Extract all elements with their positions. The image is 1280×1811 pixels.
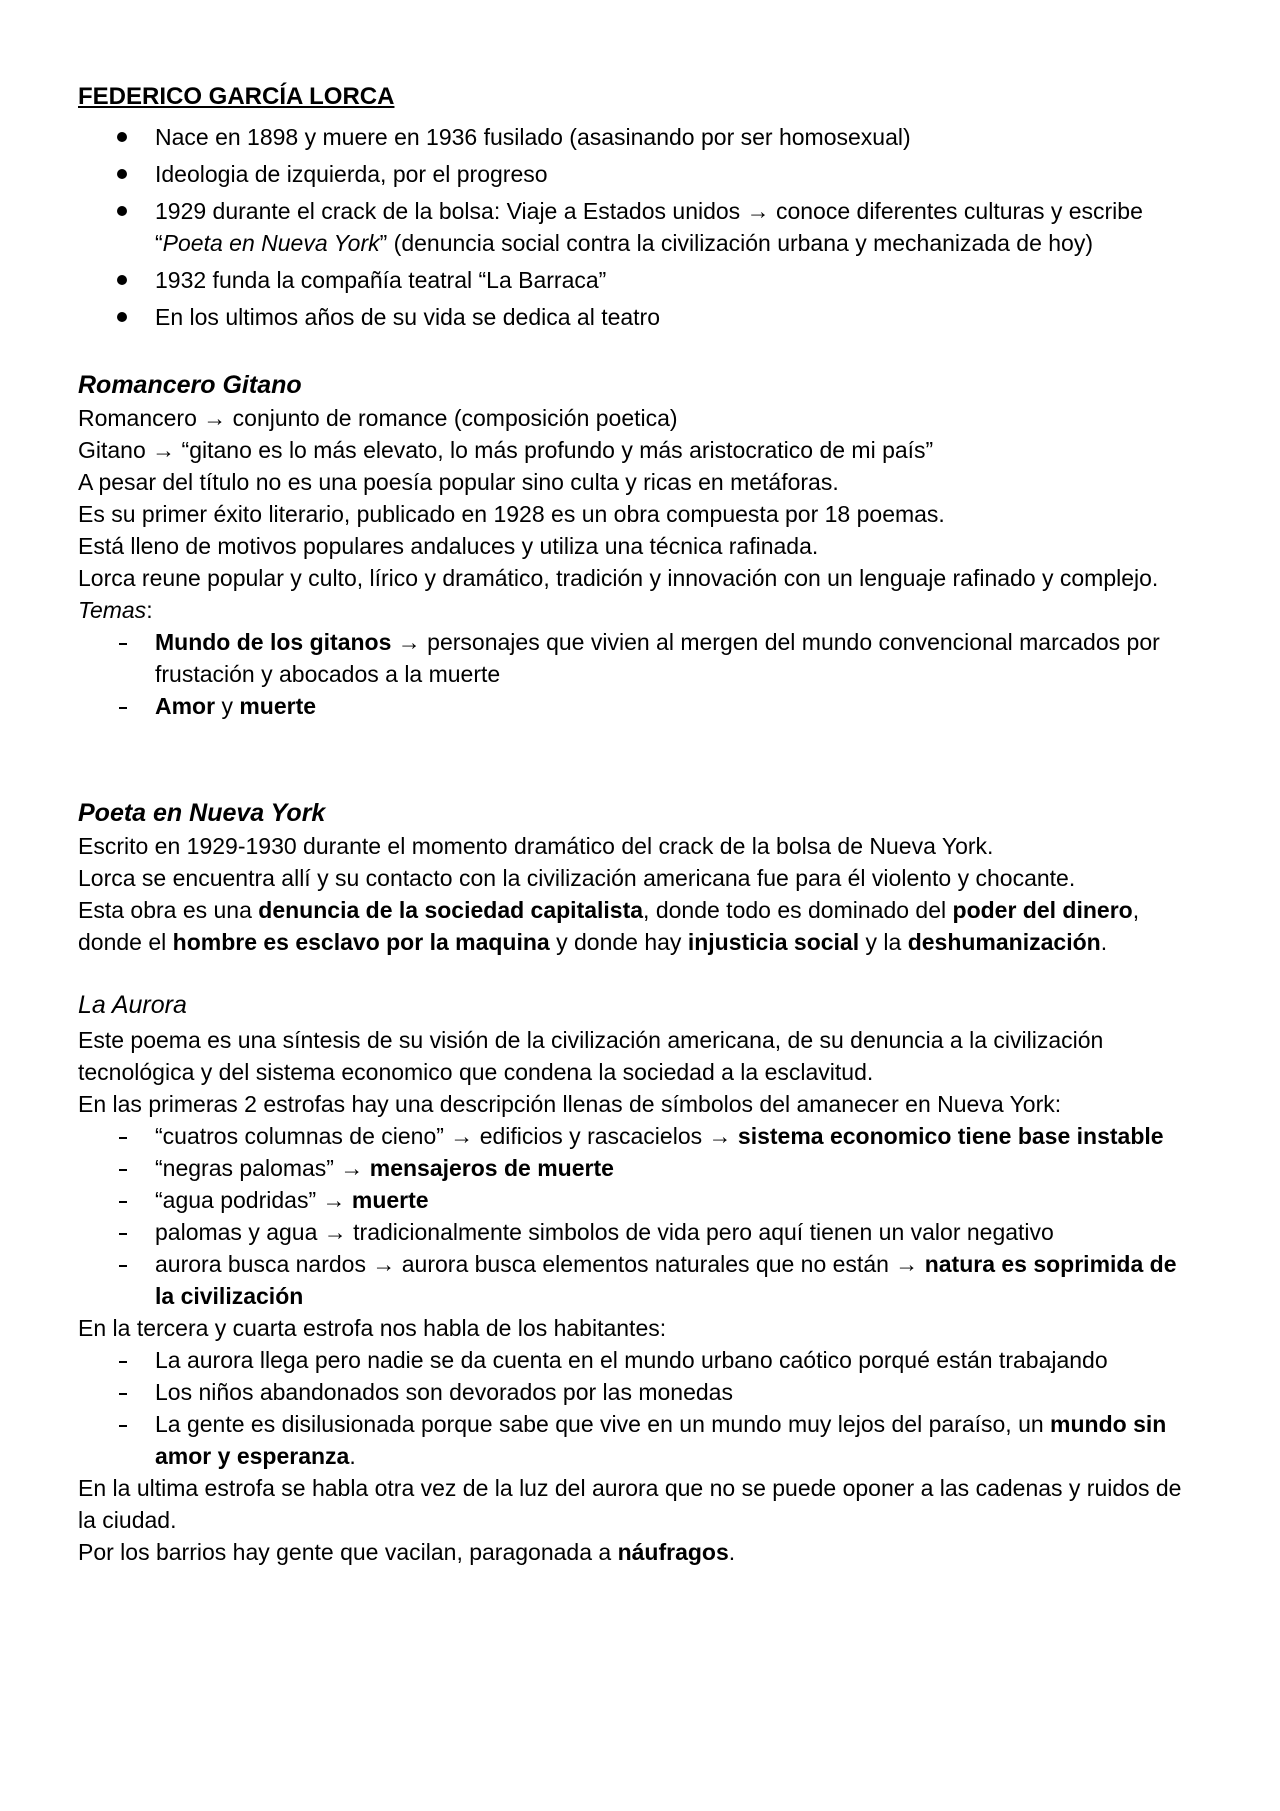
list-item-text: aurora busca nardos → aurora busca elementos naturales que no están → <box>155 1251 925 1277</box>
list-item-line <box>155 1408 1280 1440</box>
list-item-text: “cuatros columnas de cieno” → edificios y rascacielos → <box>155 1123 738 1149</box>
work-title-italic: Poeta en Nueva York <box>162 230 380 256</box>
list-item <box>78 121 1280 153</box>
list-item-text: En los ultimos años de su vida se dedica al teatro <box>155 304 661 330</box>
paragraph-text: , donde todo es dominado del <box>643 897 953 923</box>
dash-icon <box>119 1169 127 1171</box>
bold-text: amor y esperanza <box>155 1443 350 1469</box>
paragraph-line <box>78 862 1280 894</box>
list-item-line <box>155 1248 1280 1280</box>
list-item <box>78 1184 1280 1216</box>
list-item-line <box>155 1216 1280 1248</box>
habitantes-list <box>78 1344 1280 1472</box>
list-item-line <box>155 1120 1280 1152</box>
bold-text: muerte <box>239 693 317 719</box>
list-item-text: ” (denuncia social contra la civilización urbana y mechanizada de hoy) <box>379 230 1094 256</box>
list-item-text: Ideologia de izquierda, por el progreso <box>155 161 548 187</box>
bold-text: la civilización <box>155 1283 304 1309</box>
list-item-line <box>155 1376 1280 1408</box>
list-item-line <box>155 158 1280 190</box>
list-item-text: “ <box>155 230 163 256</box>
paragraph-line: Está lleno de motivos populares andaluces y utiliza una técnica rafinada. <box>78 533 819 559</box>
list-item-line <box>155 1152 1280 1184</box>
list-item <box>78 1344 1280 1376</box>
paragraph-line: Lorca reune popular y culto, lírico y dramático, tradición y innovación con un lenguaje rafinado y complejo. <box>78 565 1159 591</box>
paragraph-text: la ciudad. <box>78 1507 177 1533</box>
paragraph-text: Lorca se encuentra allí y su contacto con la civilización americana fue para él violento y chocante. <box>78 865 1076 891</box>
list-item-line <box>155 264 1280 296</box>
dash-icon <box>119 1265 127 1267</box>
paragraph-line: Romancero → conjunto de romance (composición poetica) <box>78 405 678 431</box>
list-item-text: “agua podridas” → <box>155 1187 352 1213</box>
bullet-icon <box>117 169 127 179</box>
list-item-text: Nace en 1898 y muere en 1936 fusilado (asasinando por ser homosexual) <box>155 124 911 150</box>
list-item <box>78 264 1280 296</box>
list-item <box>78 1408 1280 1472</box>
temas-label-colon: : <box>146 597 153 623</box>
section-heading-aurora: La Aurora <box>78 991 187 1019</box>
list-item <box>78 1120 1280 1152</box>
list-item <box>78 158 1280 190</box>
list-item-line <box>155 195 1280 227</box>
romancero-body <box>78 402 1280 722</box>
paragraph-line <box>78 1504 1280 1536</box>
page-title: FEDERICO GARCÍA LORCA <box>78 83 395 110</box>
bold-text: natura es soprimida de <box>924 1251 1177 1277</box>
section-heading-poeta: Poeta en Nueva York <box>78 799 326 827</box>
paragraph-text: Esta obra es una <box>78 897 259 923</box>
paragraph-text: Escrito en 1929-1930 durante el momento dramático del crack de la bolsa de Nueva York. <box>78 833 994 859</box>
paragraph-line <box>78 830 1280 862</box>
dash-icon <box>119 707 127 709</box>
bold-text: náufragos <box>617 1539 729 1565</box>
paragraph-line <box>78 926 1280 958</box>
dash-icon <box>119 1201 127 1203</box>
temas-list <box>78 626 1280 722</box>
bullet-icon <box>117 132 127 142</box>
paragraph-line <box>78 1536 1280 1568</box>
list-item-line <box>155 227 1280 259</box>
list-item-text: 1929 durante el crack de la bolsa: Viaje a Estados unidos → conoce diferentes culturas y escribe <box>155 198 1143 224</box>
dash-icon <box>119 1137 127 1139</box>
bold-text: injusticia social <box>687 929 860 955</box>
paragraph-text: . <box>1100 929 1108 955</box>
paragraph-line: Gitano → “gitano es lo más elevato, lo más profundo y más aristocratico de mi país” <box>78 437 934 463</box>
paragraph-line: Es su primer éxito literario, publicado en 1928 es un obra compuesta por 18 poemas. <box>78 501 945 527</box>
symbols-list <box>78 1120 1280 1312</box>
bold-text: mundo sin <box>1050 1411 1167 1437</box>
list-item-text: frustación y abocados a la muerte <box>155 661 501 687</box>
paragraph-text: y la <box>859 929 908 955</box>
paragraph-line: En la tercera y cuarta estrofa nos habla de los habitantes: <box>78 1315 667 1341</box>
bold-text: sistema economico tiene base instable <box>737 1123 1164 1149</box>
dash-icon <box>119 643 127 645</box>
bullet-icon <box>117 206 127 216</box>
bold-text: Mundo de los gitanos <box>155 629 392 655</box>
paragraph-line <box>78 1472 1280 1504</box>
list-item-text: La aurora llega pero nadie se da cuenta en el mundo urbano caótico porqué están trabajando <box>155 1347 1108 1373</box>
list-item-line <box>155 1440 1280 1472</box>
paragraph-text: . <box>728 1539 736 1565</box>
list-item-text: → personajes que vivien al mergen del mundo convencional marcados por <box>391 629 1160 655</box>
temas-label-text: Temas <box>78 597 147 623</box>
list-item-line <box>155 1280 1280 1312</box>
list-item-text: palomas y agua → tradicionalmente simbolos de vida pero aquí tienen un valor negativo <box>155 1219 1054 1245</box>
paragraph-text: donde el <box>78 929 173 955</box>
list-item-line <box>155 658 1280 690</box>
paragraph-text: Por los barrios hay gente que vacilan, paragonada a <box>78 1539 618 1565</box>
paragraph-line: tecnológica y del sistema economico que condena la sociedad a la esclavitud. <box>78 1059 874 1085</box>
paragraph-line <box>78 894 1280 926</box>
paragraph-text: En la ultima estrofa se habla otra vez de la luz del aurora que no se puede oponer a las cadenas y ruidos de <box>78 1475 1182 1501</box>
paragraph-text: , <box>1132 897 1140 923</box>
list-item-line <box>155 301 1280 333</box>
list-item <box>78 301 1280 333</box>
dash-icon <box>119 1361 127 1363</box>
dash-icon <box>119 1425 127 1427</box>
bold-text: muerte <box>351 1187 429 1213</box>
poeta-body <box>78 830 1280 958</box>
list-item <box>78 1248 1280 1312</box>
list-item <box>78 195 1280 259</box>
bold-text: Amor <box>155 693 216 719</box>
paragraph-line: A pesar del título no es una poesía popular sino culta y ricas en metáforas. <box>78 469 839 495</box>
list-item-line <box>155 121 1280 153</box>
list-item-text: “negras palomas” → <box>155 1155 370 1181</box>
list-item-line <box>155 1344 1280 1376</box>
list-item <box>78 1216 1280 1248</box>
list-item-text: . <box>349 1443 356 1469</box>
bold-text: mensajeros de muerte <box>369 1155 614 1181</box>
list-item <box>78 690 1280 722</box>
list-item-text: Los niños abandonados son devorados por las monedas <box>155 1379 733 1405</box>
biography-list <box>78 121 1280 333</box>
dash-icon <box>119 1233 127 1235</box>
list-item-text: La gente es disilusionada porque sabe que vive en un mundo muy lejos del paraíso, un <box>155 1411 1051 1437</box>
list-item <box>78 1376 1280 1408</box>
list-item-text: 1932 funda la compañía teatral “La Barraca” <box>155 267 607 293</box>
paragraph-line: En las primeras 2 estrofas hay una descripción llenas de símbolos del amanecer en Nueva York: <box>78 1091 1062 1117</box>
temas-label <box>78 594 1280 626</box>
bold-text: hombre es esclavo por la maquina <box>172 929 550 955</box>
aurora-body <box>78 1024 1280 1568</box>
dash-icon <box>119 1393 127 1395</box>
list-item <box>78 1152 1280 1184</box>
list-item-line <box>155 626 1280 658</box>
bold-text: poder del dinero <box>952 897 1133 923</box>
bullet-icon <box>117 312 127 322</box>
paragraph-line: Este poema es una síntesis de su visión de la civilización americana, de su denuncia a la civilización <box>78 1027 1104 1053</box>
list-item-line <box>155 690 1280 722</box>
list-item-line <box>155 1184 1280 1216</box>
bullet-icon <box>117 275 127 285</box>
bold-text: deshumanización <box>907 929 1101 955</box>
bold-text: denuncia de la sociedad capitalista <box>258 897 644 923</box>
section-heading-romancero: Romancero Gitano <box>78 371 302 399</box>
list-item-text: y <box>215 693 240 719</box>
paragraph-text: y donde hay <box>549 929 688 955</box>
list-item <box>78 626 1280 690</box>
